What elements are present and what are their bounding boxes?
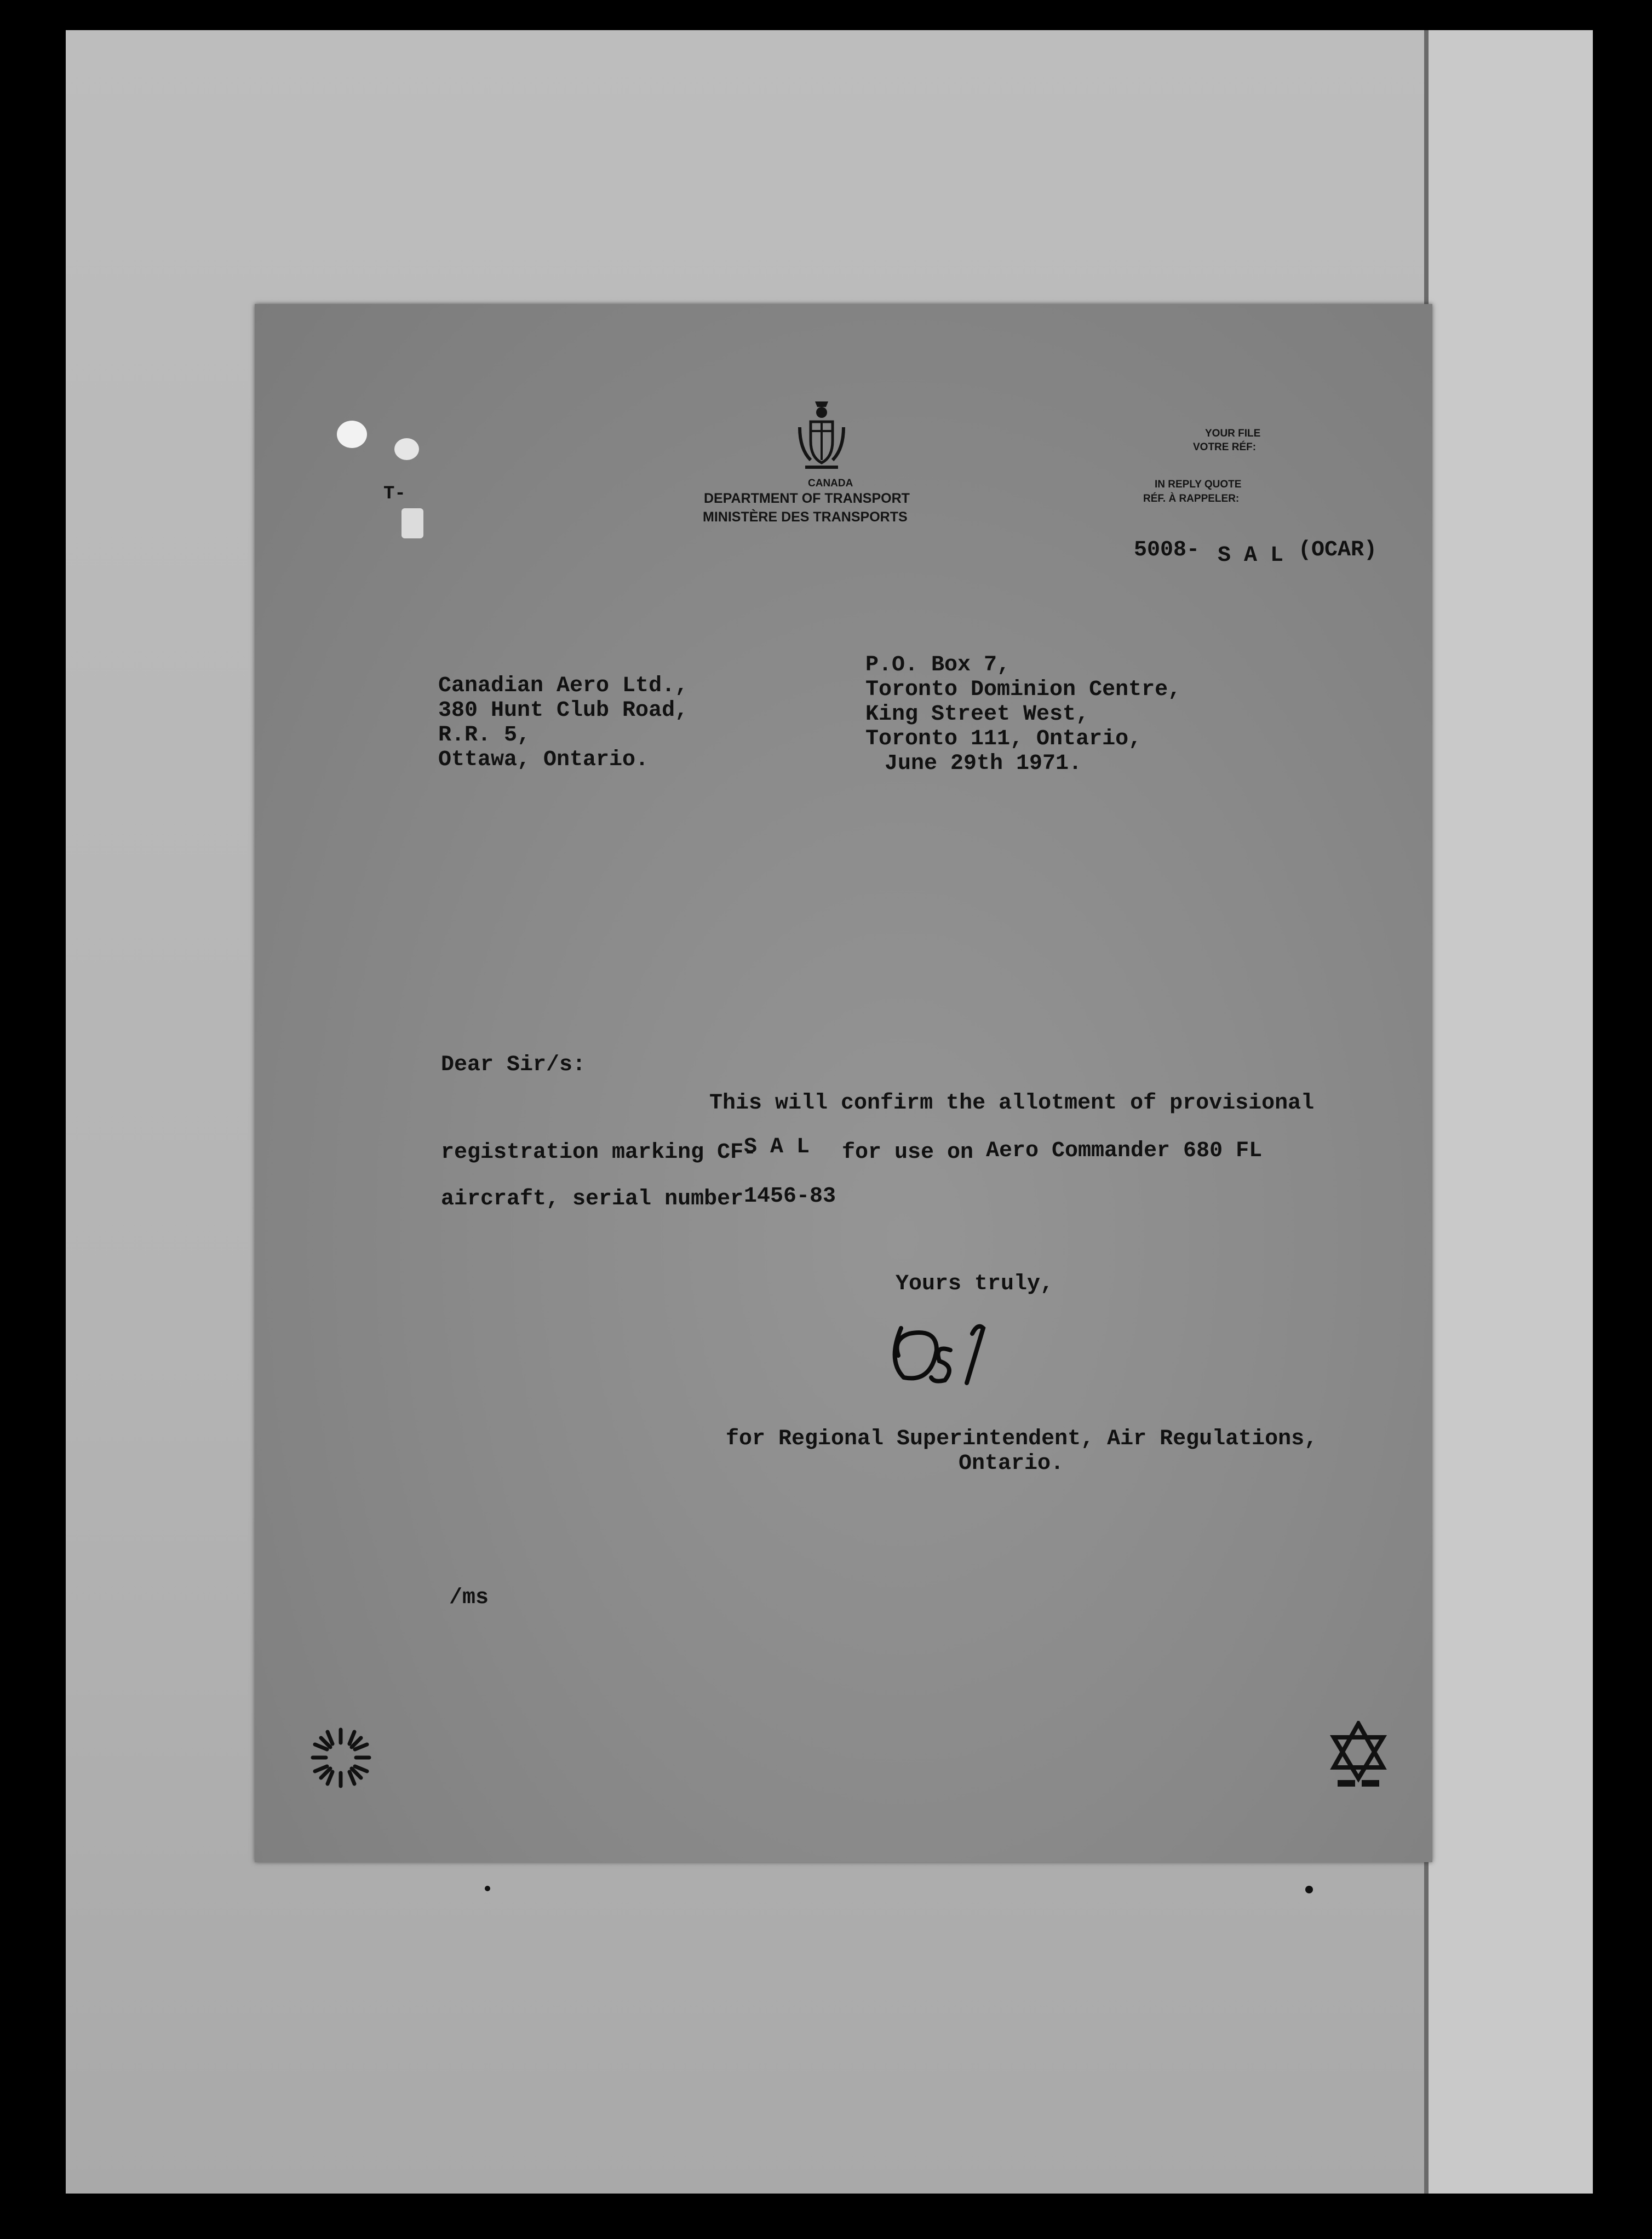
centennial-star-icon <box>1326 1721 1391 1789</box>
reply-quote-label-fr: RÉF. À RAPPELER: <box>1143 493 1240 504</box>
your-file-label: YOUR FILE <box>1205 428 1261 439</box>
letterhead-dept-fr: MINISTÈRE DES TRANSPORTS <box>703 509 908 525</box>
sunburst-seal-icon <box>309 1726 372 1789</box>
punch-hole <box>337 421 367 448</box>
closing: Yours truly, <box>896 1272 1054 1296</box>
stray-mark <box>1305 1886 1313 1893</box>
recipient-line: 380 Hunt Club Road, <box>438 698 689 723</box>
salutation: Dear Sir/s: <box>441 1053 586 1077</box>
recipient-line: Ottawa, Ontario. <box>438 748 649 772</box>
body-line-3-prefix: aircraft, serial number <box>441 1187 744 1212</box>
stray-mark <box>485 1886 490 1891</box>
letterhead-dept-en: DEPARTMENT OF TRANSPORT <box>704 491 910 506</box>
registration-marking: S A L <box>744 1135 810 1159</box>
body-line-2-prefix: registration marking CF- <box>441 1140 757 1165</box>
sender-line: King Street West, <box>865 702 1089 727</box>
canada-coat-of-arms-icon <box>794 397 849 474</box>
serial-number: 1456-83 <box>744 1184 836 1209</box>
sender-line: Toronto Dominion Centre, <box>865 678 1181 702</box>
file-tab <box>401 508 423 538</box>
recipient-line: R.R. 5, <box>438 723 531 748</box>
punch-hole <box>394 438 419 460</box>
reply-quote-label: IN REPLY QUOTE <box>1155 479 1242 490</box>
signature <box>885 1317 1016 1388</box>
letter-date: June 29th 1971. <box>885 751 1082 776</box>
aircraft-model: Aero Commander 680 FL <box>986 1139 1263 1163</box>
file-number: 5008- <box>1134 538 1200 562</box>
your-file-label-fr: VOTRE RÉF: <box>1193 441 1257 453</box>
sender-line: Toronto 111, Ontario, <box>865 727 1142 751</box>
typist-reference: /ms <box>449 1586 489 1610</box>
body-line-2-mid: for use on <box>842 1140 974 1165</box>
signatory-line-1: for Regional Superintendent, Air Regulations, <box>726 1427 1318 1451</box>
sender-line: P.O. Box 7, <box>865 653 1011 678</box>
letter-page <box>255 304 1432 1862</box>
signatory-line-2: Ontario. <box>959 1451 1064 1476</box>
file-suffix: (OCAR) <box>1298 538 1378 562</box>
margin-mark: T- <box>383 484 406 504</box>
recipient-line: Canadian Aero Ltd., <box>438 674 689 698</box>
letterhead-country: CANADA <box>808 478 853 489</box>
microfilm-edge-strip <box>1424 30 1593 2194</box>
file-code: S A L <box>1218 543 1284 568</box>
body-line-1: This will confirm the allotment of provisional <box>709 1091 1315 1116</box>
